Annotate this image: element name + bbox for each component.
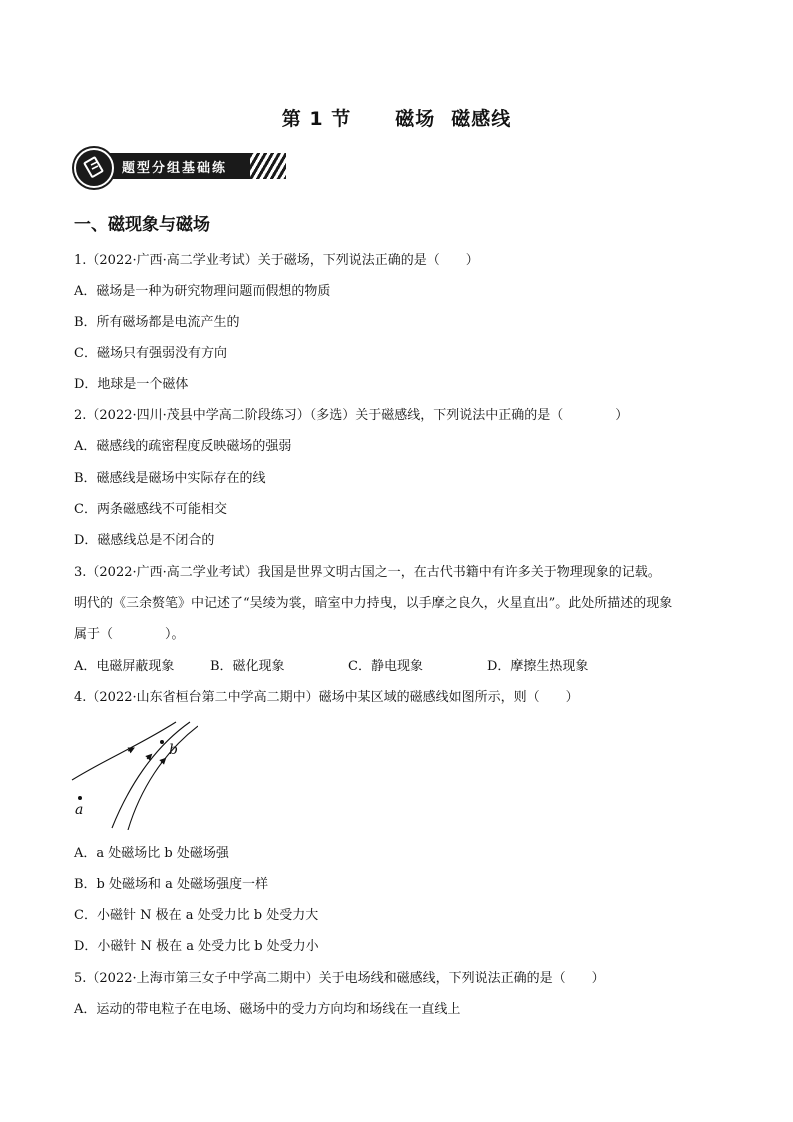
- q3-option-a: A．电磁屏蔽现象: [74, 659, 175, 674]
- q1-option-d: D．地球是一个磁体: [74, 377, 189, 392]
- point-b-label: b: [169, 742, 178, 758]
- practice-banner: [74, 148, 284, 184]
- q1-stem: 1.（2022·广西·高二学业考试）关于磁场，下列说法正确的是（ ）: [74, 253, 479, 268]
- q3-stem-line-2: 明代的《三余赘笔》中记述了“吴绫为裳，暗室中力持曳，以手摩之良久，火星直出”。此处所描述的现象: [74, 596, 673, 611]
- point-a: [78, 796, 82, 800]
- q1-option-b: B．所有磁场都是电流产生的: [74, 315, 240, 330]
- q3-stem-line-3: 属于（ ）。: [74, 627, 185, 642]
- q4-option-d: D．小磁针 N 极在 a 处受力比 b 处受力小: [74, 939, 319, 954]
- banner-badge: [74, 148, 114, 188]
- banner-label: 题型分组基础练: [122, 161, 228, 176]
- q3-option-d: D．摩擦生热现象: [487, 659, 589, 674]
- q1-option-a: A．磁场是一种为研究物理问题而假想的物质: [74, 284, 331, 299]
- title-part-2: 磁感线: [451, 108, 512, 130]
- field-line-1: [72, 722, 176, 780]
- q2-option-a: A．磁感线的疏密程度反映磁场的强弱: [74, 439, 292, 454]
- point-b: [160, 740, 164, 744]
- banner-stripes: [250, 153, 286, 179]
- q5-stem: 5.（2022·上海市第三女子中学高二期中）关于电场线和磁感线，下列说法正确的是（ ）: [74, 971, 605, 986]
- field-arrow-3: [161, 760, 164, 763]
- field-lines-diagram: [68, 718, 198, 830]
- q4-option-c: C．小磁针 N 极在 a 处受力比 b 处受力大: [74, 908, 319, 923]
- q2-option-c: C．两条磁感线不可能相交: [74, 502, 227, 517]
- q4-stem: 4.（2022·山东省桓台第二中学高二期中）磁场中某区域的磁感线如图所示，则（ ）: [74, 690, 579, 705]
- q4-option-a: A．a 处磁场比 b 处磁场强: [74, 846, 229, 861]
- q2-stem: 2.（2022·四川·茂县中学高二阶段练习）（多选）关于磁感线，下列说法中正确的是（ ）: [74, 408, 629, 423]
- q2-option-b: B．磁感线是磁场中实际存在的线: [74, 471, 266, 486]
- page-title: [0, 104, 793, 131]
- field-line-2: [112, 722, 190, 828]
- section-heading: 一、磁现象与磁场: [74, 215, 210, 235]
- q3-option-c: C．静电现象: [348, 659, 423, 674]
- q2-option-d: D．磁感线总是不闭合的: [74, 533, 215, 548]
- q5-option-a: A．运动的带电粒子在电场、磁场中的受力方向均和场线在一直线上: [74, 1002, 461, 1017]
- field-arrow-2: [147, 756, 150, 759]
- exercise-book-icon: [82, 156, 106, 180]
- point-a-label: a: [75, 802, 84, 818]
- title-part-1: 磁场: [395, 108, 436, 130]
- q1-option-c: C．磁场只有强弱没有方向: [74, 346, 227, 361]
- section-number: 第 1 节: [281, 108, 352, 130]
- field-lines-figure: [68, 718, 198, 830]
- q3-option-b: B．磁化现象: [210, 659, 285, 674]
- q4-option-b: B．b 处磁场和 a 处磁场强度一样: [74, 877, 269, 892]
- q3-stem-line-1: 3.（2022·广西·高二学业考试）我国是世界文明古国之一，在古代书籍中有许多关于物理现象的记载。: [74, 565, 661, 580]
